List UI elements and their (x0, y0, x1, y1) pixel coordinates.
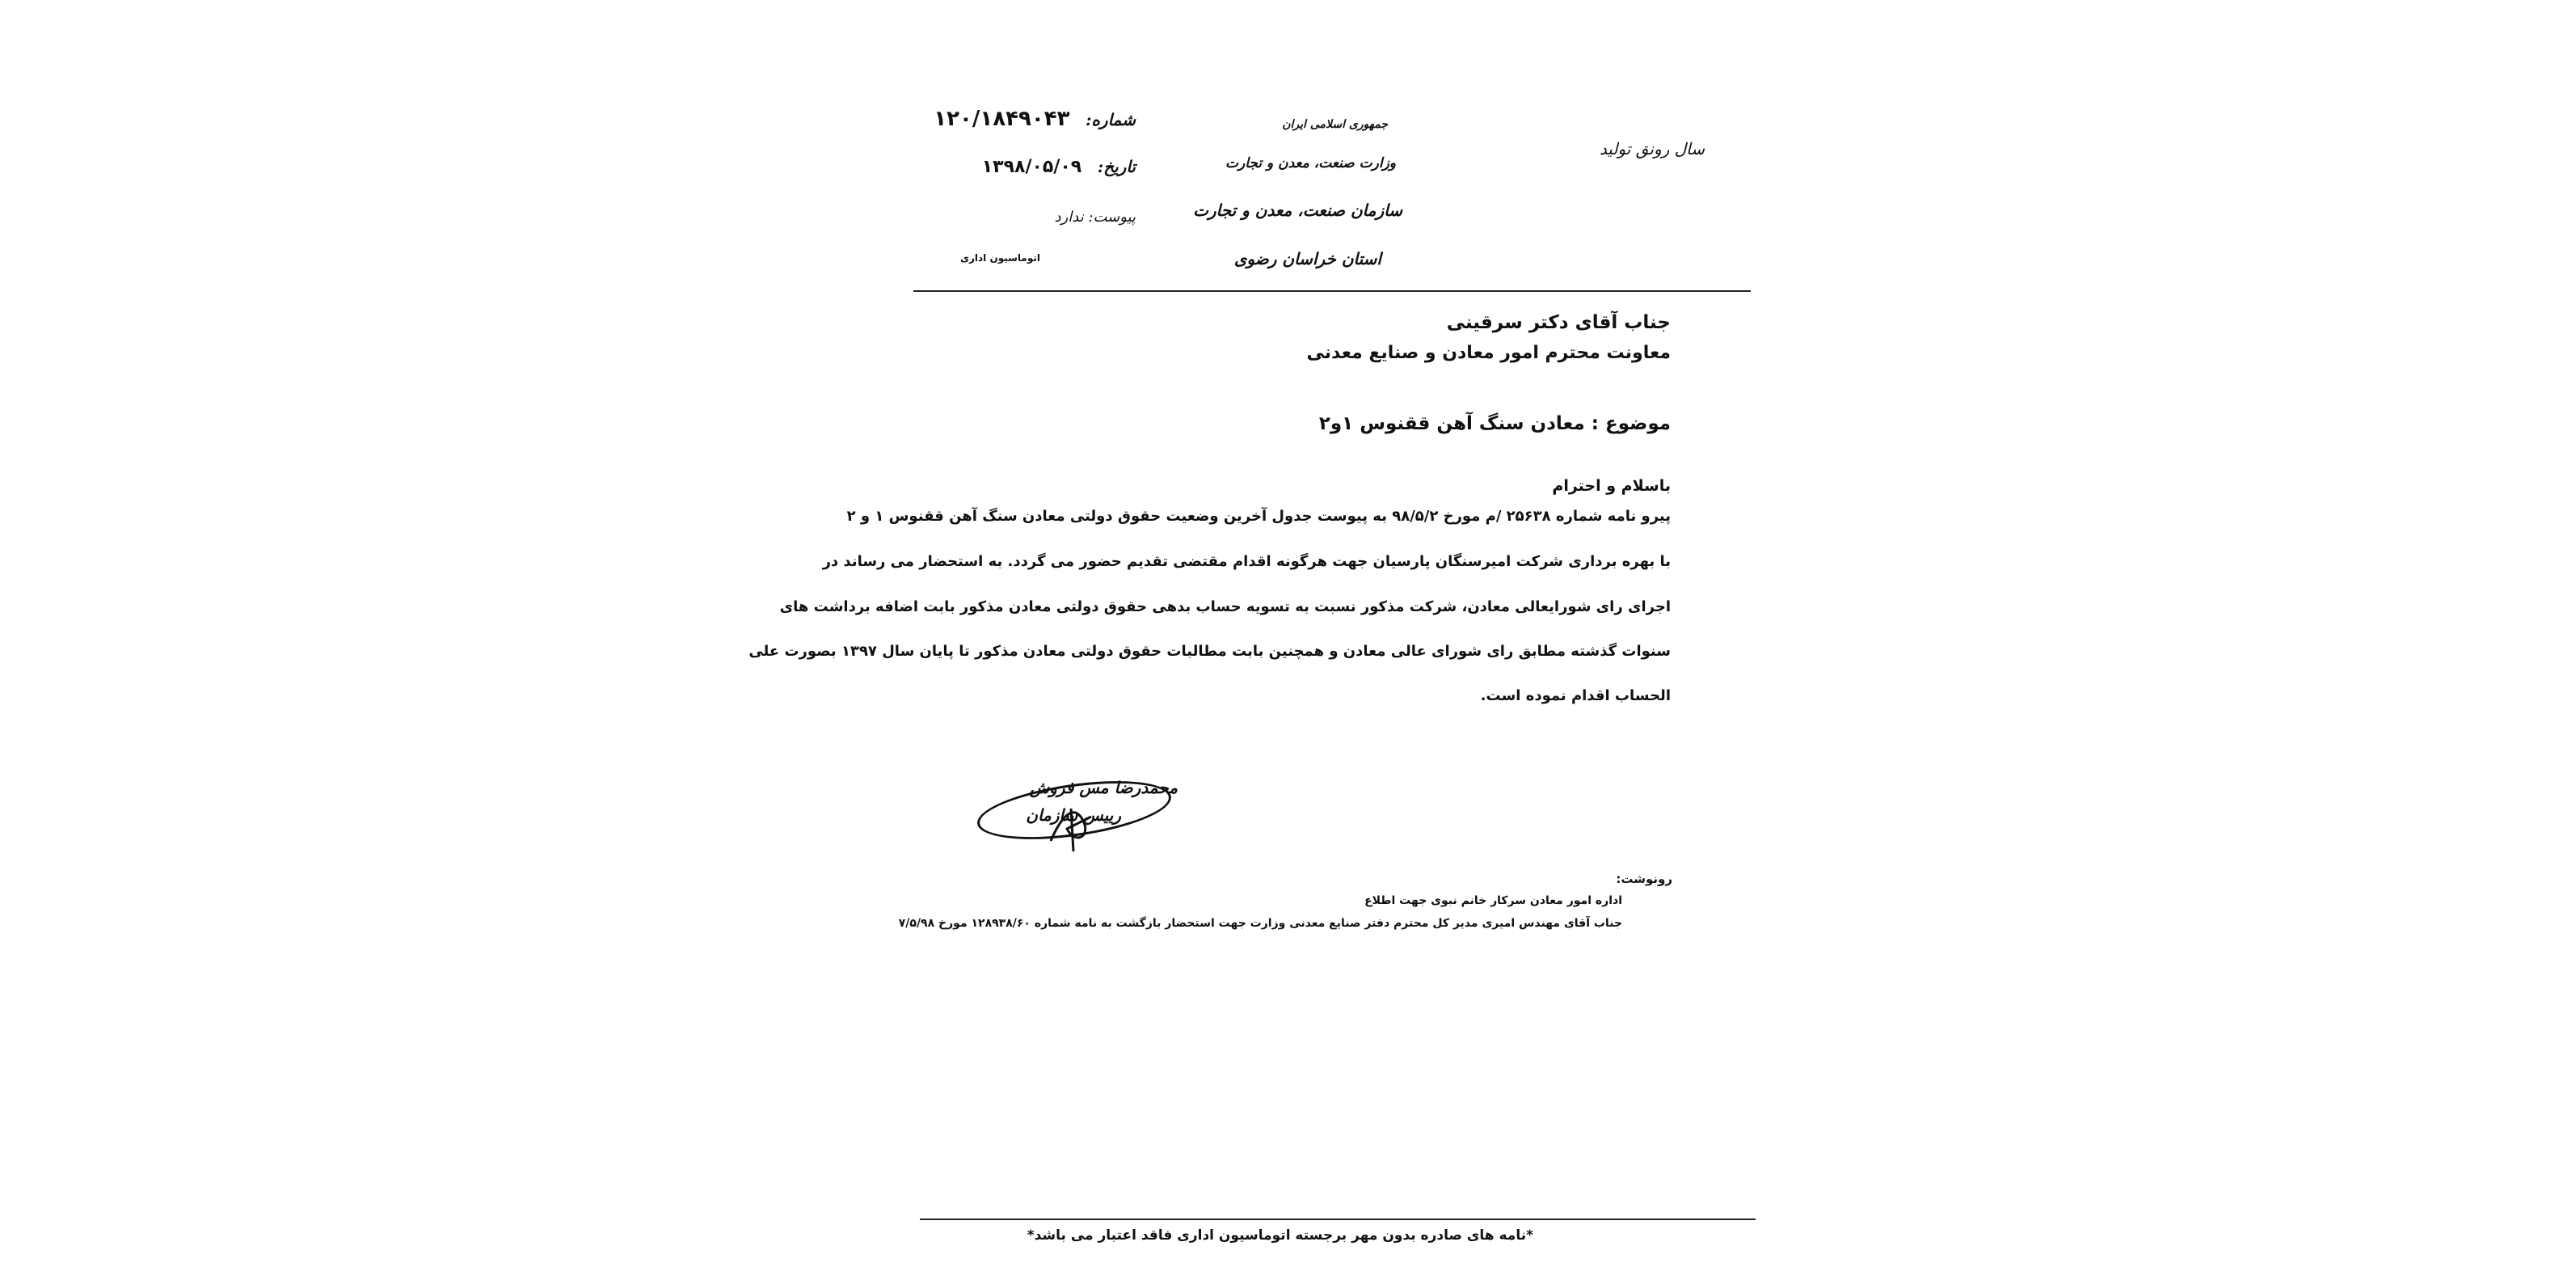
recipient-line-2: معاونت محترم امور معادن و صنایع معدنی (1306, 343, 1671, 363)
heading-line-3: سازمان صنعت، معدن و تجارت (1193, 201, 1402, 220)
heading-line-2: وزارت صنعت، معدن و تجارت (1225, 155, 1396, 171)
body-line-4: سنوات گذشته مطابق رای شورای عالی معادن و همچنین بابت مطالبات حقوق دولتی معادن مذکور تا پایان سال ۱۳۹۷ بصورت علی (748, 643, 1671, 660)
greeting: باسلام و احترام (1552, 477, 1671, 495)
body-line-3: اجرای رای شورایعالی معادن، شرکت مذکور نسبت به تسویه حساب بدهی حقوق دولتی معادن مذکور بابت اضافه برداشت های (779, 598, 1671, 615)
number-label: شماره: (1086, 110, 1136, 129)
body-line-2: با بهره برداری شرکت امیرسنگان پارسیان جهت هرگونه اقدام مقتضی تقدیم حضور می گردد. به استحضار می رساند در (822, 553, 1671, 570)
cc-line-1: اداره امور معادن سرکار خانم نبوی جهت اطلاع (1364, 894, 1622, 907)
letter-number (934, 107, 1136, 131)
recipient-line-1: جناب آقای دکتر سرقینی (1446, 312, 1671, 333)
body-line-5: الحساب اقدام نموده است. (1480, 687, 1671, 704)
date-value: ۱۳۹۸/۰۵/۰۹ (981, 157, 1082, 177)
footer-note: *نامه های صادره بدون مهر برجسته اتوماسیون اداری فاقد اعتبار می باشد* (1027, 1227, 1533, 1244)
signature-scribble (1043, 796, 1107, 853)
date-label: تاریخ: (1097, 157, 1136, 176)
automation-label: اتوماسیون اداری (959, 252, 1040, 264)
header-divider (913, 290, 1751, 292)
cc-label: رونوشت: (1616, 872, 1672, 886)
body-line-1: پیرو نامه شماره ۲۵۶۳۸ /م مورخ ۹۸/۵/۲ به پیوست جدول آخرین وضعیت حقوق دولتی معادن سنگ آهن ققنوس ۱ و ۲ (846, 508, 1671, 525)
cc-line-2: جناب آقای مهندس امیری مدیر کل محترم دفتر صنایع معدنی وزارت جهت استحضار بازگشت به نامه شماره ۱۲۸۹۳۸/۶۰ مورخ ۷/۵/۹۸ (898, 917, 1622, 930)
heading-line-4: استان خراسان رضوی (1233, 249, 1381, 268)
footer-divider (920, 1219, 1756, 1220)
slogan: سال رونق تولید (1599, 139, 1705, 158)
heading-line-1: جمهوری اسلامی ایران (1282, 118, 1388, 131)
signer-title: رییس سازمان (1026, 805, 1121, 825)
subject: موضوع : معادن سنگ آهن ققنوس ۱و۲ (1318, 413, 1671, 434)
signer-name: محمدرضا مس فروش (1029, 778, 1178, 797)
letter-date (982, 157, 1136, 177)
number-value: ۱۲۰/۱۸۴۹۰۴۳ (934, 107, 1070, 131)
attachment: پیوست: ندارد (1054, 209, 1136, 226)
